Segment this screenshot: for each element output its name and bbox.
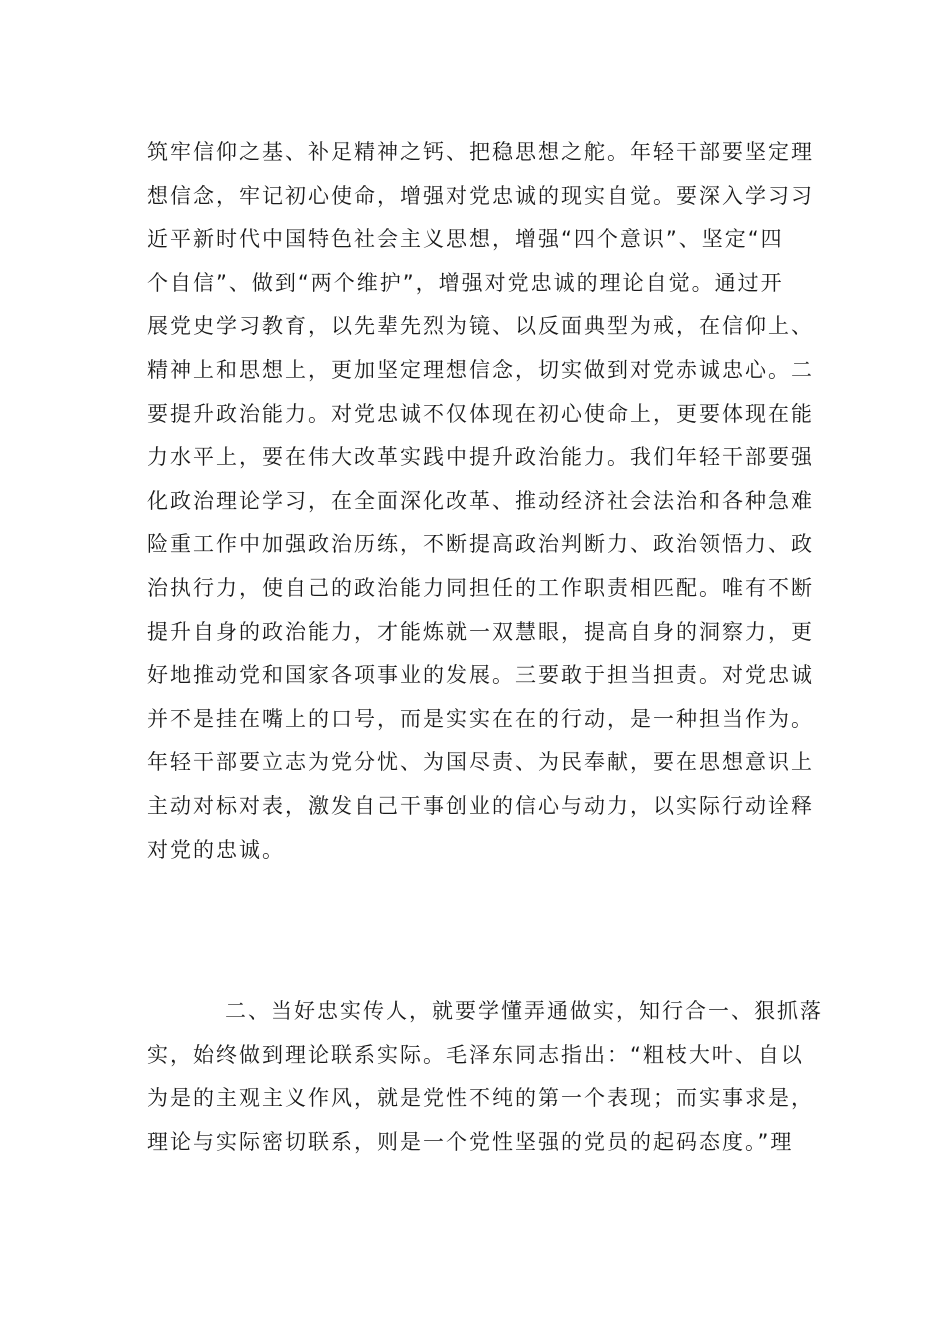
paragraph-line: 提升自身的政治能力，才能炼就一双慧眼，提高自身的洞察力，更 — [147, 619, 814, 644]
paragraph-line: 要提升政治能力。对党忠诚不仅体现在初心使命上，更要体现在能 — [147, 401, 814, 426]
paragraph-line: 展党史学习教育，以先辈先烈为镜、以反面典型为戒，在信仰上、 — [147, 314, 814, 339]
paragraph-2 — [147, 990, 823, 1164]
paragraph-line: 近平新时代中国特色社会主义思想，增强“四个意识”、坚定“四 — [147, 227, 784, 252]
paragraph-line: 力水平上，要在伟大改革实践中提升政治能力。我们年轻干部要强 — [147, 445, 814, 470]
paragraph-line: 精神上和思想上，更加坚定理想信念，切实做到对党赤诚忠心。二 — [147, 357, 814, 382]
paragraph-line: 理论与实际密切联系，则是一个党性坚强的党员的起码态度。”理 — [147, 1129, 794, 1154]
paragraph-line: 为是的主观主义作风，就是党性不纯的第一个表现；而实事求是， — [147, 1086, 814, 1111]
paragraph-line: 对党的忠诚。 — [147, 837, 285, 862]
paragraph-line: 治执行力，使自己的政治能力同担任的工作职责相匹配。唯有不断 — [147, 575, 814, 600]
paragraph-line: 实，始终做到理论联系实际。毛泽东同志指出：“粗枝大叶、自以 — [147, 1042, 804, 1067]
paragraph-line: 个自信”、做到“两个维护”，增强对党忠诚的理论自觉。通过开 — [147, 270, 784, 295]
paragraph-line: 筑牢信仰之基、补足精神之钙、把稳思想之舵。年轻干部要坚定理 — [147, 140, 814, 164]
paragraph-line: 年轻干部要立志为党分忧、为国尽责、为民奉献，要在思想意识上 — [147, 750, 814, 775]
paragraph-line: 主动对标对表，激发自己干事创业的信心与动力，以实际行动诠释 — [147, 793, 814, 818]
paragraph-1 — [147, 131, 814, 872]
paragraph-line: 化政治理论学习，在全面深化改革、推动经济社会法治和各种急难 — [147, 488, 814, 513]
paragraph-line: 并不是挂在嘴上的口号，而是实实在在的行动，是一种担当作为。 — [147, 706, 814, 731]
paragraph-line: 好地推动党和国家各项事业的发展。三要敢于担当担责。对党忠诚 — [147, 663, 814, 688]
paragraph-line: 二、当好忠实传人，就要学懂弄通做实，知行合一、狠抓落 — [225, 999, 823, 1023]
paragraph-line: 险重工作中加强政治历练，不断提高政治判断力、政治领悟力、政 — [147, 532, 814, 557]
paragraph-line: 想信念，牢记初心使命，增强对党忠诚的现实自觉。要深入学习习 — [147, 183, 814, 208]
